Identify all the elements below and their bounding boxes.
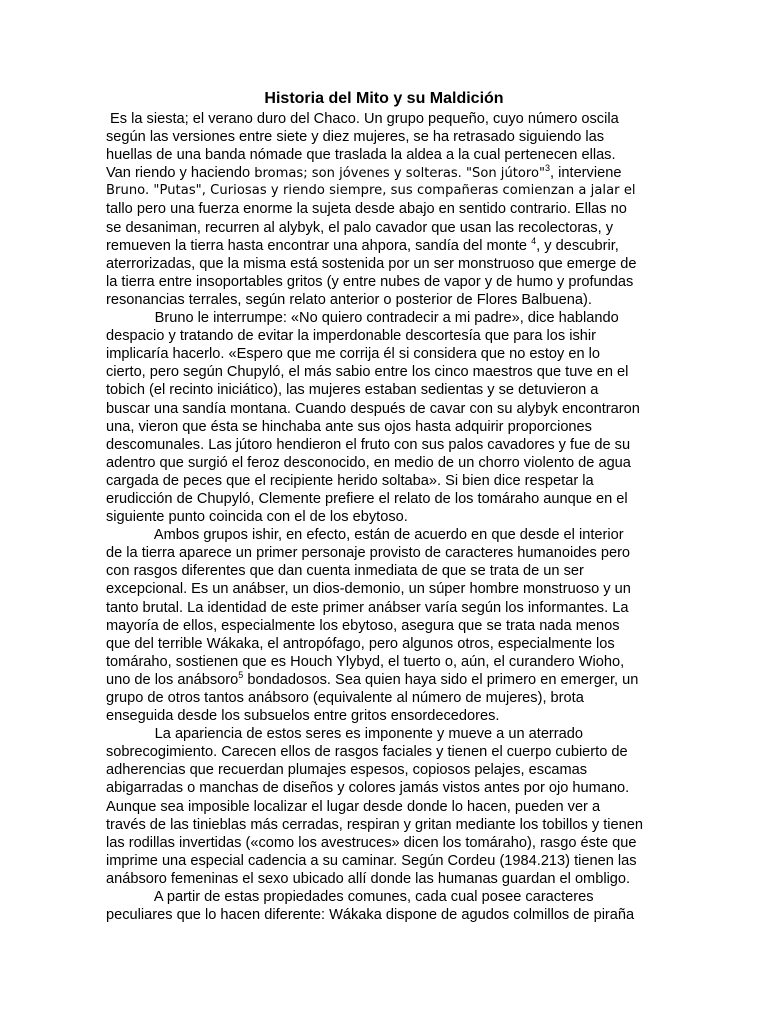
text-line: grupo de otros tantos anábsoro (equivalente al número de mujeres), brota: [106, 690, 584, 706]
text-line: tomáraho, sostienen que es Houch Ylybyd, el tuerto o, aún, el curandero Wioho,: [106, 653, 625, 670]
text-line: La apariencia de estos seres es imponente y mueve a un aterrado: [106, 726, 583, 743]
text-segment: Van riendo y haciendo: [106, 165, 255, 182]
text-line: tallo pero una fuerza enorme la sujeta desde abajo en sentido contrario. Ellas no: [106, 201, 627, 218]
text-line: enseguida desde los subsuelos entre gritos ensordecedores.: [106, 708, 500, 725]
text-line: mayoría de ellos, especialmente los ebytoso, asegura que se trata nada menos: [106, 617, 620, 634]
text-line: imprime una especial cadencia a su caminar. Según Cordeu (1984.213) tienen las: [106, 852, 637, 869]
text-line: huellas de una banda nómade que traslada la aldea a la cual pertenecen ellas.: [106, 147, 616, 164]
text-segment: remueven la tierra hasta encontrar una ahpora, sandía del monte: [106, 237, 532, 254]
text-line: aterrorizadas, que la misma está sostenida por un ser monstruoso que emerge de: [106, 255, 637, 272]
text-line: las rodillas invertidas («como los avestruces» dicen los tomáraho), rasgo éste que: [106, 834, 637, 851]
text-line: tobich (el recinto iniciático), las mujeres estaban sedientas y se detuvieron a: [106, 382, 599, 399]
text-line: de la tierra aparece un primer personaje provisto de caracteres humanoides pero: [106, 545, 631, 562]
text-line: adherencias que recuerdan plumajes espesos, copiosos pelajes, escamas: [106, 762, 588, 779]
text-segment: uno de los anábsoro: [106, 671, 239, 688]
text-line: que del terrible Wákaka, el antropófago, pero algunos otros, especialmente los: [106, 635, 615, 652]
text-line: una, vieron que ésta se hinchaba ante sus ojos hasta adquirir proporciones: [106, 418, 592, 435]
text-line: través de las tinieblas más cerradas, respiran y gritan mediante los tobillos y tienen: [106, 816, 643, 833]
text-segment: bondadosos. Sea quien haya sido el primero en emerger, un: [243, 671, 639, 688]
text-line: anábsoro femeninas el sexo ubicado allí donde las humanas guardan el ombligo.: [106, 870, 631, 887]
text-line: se desaniman, recurren al alybyk, el palo cavador que usan las recolectoras, y: [106, 219, 613, 236]
text-line: cargada de peces que el recipiente herido soltaba». Si bien dice respetar la: [106, 472, 594, 489]
document-body: [106, 110, 666, 924]
text-line: [106, 671, 666, 689]
text-line: erudicción de Chupyló, Clemente prefiere el relato de los tomáraho aunque en el: [106, 490, 628, 507]
text-line: despacio y tratando de evitar la imperdonable descortesía que para los ishir: [106, 328, 596, 345]
text-line: buscar una sandía montana. Cuando después de cavar con su alybyk encontraron: [106, 400, 640, 417]
text-line: [106, 237, 666, 255]
text-line: tanto brutal. La identidad de este primer anábser varía según los informantes. La: [106, 599, 629, 616]
text-line: con rasgos diferentes que dan cuenta inmediata de que se trata de un ser: [106, 563, 584, 580]
text-line: excepcional. Es un anábser, un dios-demonio, un súper hombre monstruoso y un: [106, 581, 631, 598]
text-line: siguiente punto coincida con el de los ebytoso.: [106, 509, 408, 526]
text-segment: bromas; son jóvenes y solteras. "Son jútoro": [254, 166, 546, 182]
text-line: abigarradas o manchas de diseños y colores jamás vistos antes por ojo humano.: [106, 780, 630, 797]
footnote-marker: 4: [531, 235, 537, 246]
text-line: adentro que surgió el feroz desconocido, en medio de un chorro violento de agua: [106, 454, 631, 471]
document-title: Historia del Mito y su Maldición: [264, 90, 504, 107]
text-line: la tierra entre insoportables gritos (y entre nubes de vapor y de humo y profundas: [106, 273, 634, 290]
text-line: según las versiones entre siete y diez mujeres, se ha retrasado siguiendo las: [106, 129, 605, 146]
text-line: cierto, pero según Chupyló, el más sabio entre los cinco maestros que tuve en el: [106, 364, 629, 381]
text-line: Bruno. "Putas", Curiosas y riendo siempre, sus compañeras comienzan a jalar el: [106, 183, 636, 199]
footnote-marker: 3: [545, 163, 551, 174]
text-line: A partir de estas propiedades comunes, cada cual posee caracteres: [106, 889, 594, 906]
text-line: Ambos grupos ishir, en efecto, están de acuerdo en que desde el interior: [106, 527, 624, 544]
text-line: sobrecogimiento. Carecen ellos de rasgos faciales y tienen el cuerpo cubierto de: [106, 744, 628, 761]
text-line: implicaría hacerlo. «Espero que me corrija él si considera que no estoy en lo: [106, 346, 601, 363]
text-line: resonancias terrales, según relato anterior o posterior de Flores Balbuena).: [106, 291, 592, 308]
text-line: descomunales. Las jútoro hendieron el fruto con sus palos cavadores y fue de su: [106, 436, 631, 453]
footnote-marker: 5: [238, 669, 244, 680]
text-line: Bruno le interrumpe: «No quiero contradecir a mi padre», dice hablando: [106, 310, 619, 327]
text-segment: , y descubrir,: [536, 237, 619, 254]
text-line: [106, 164, 666, 182]
text-segment: , interviene: [550, 165, 622, 182]
text-line: Es la siesta; el verano duro del Chaco. Un grupo pequeño, cuyo número oscila: [106, 111, 619, 127]
text-line: peculiares que lo hacen diferente: Wákaka dispone de agudos colmillos de piraña: [106, 907, 635, 924]
text-line: Aunque sea imposible localizar el lugar desde donde lo hacen, pueden ver a: [106, 798, 601, 815]
